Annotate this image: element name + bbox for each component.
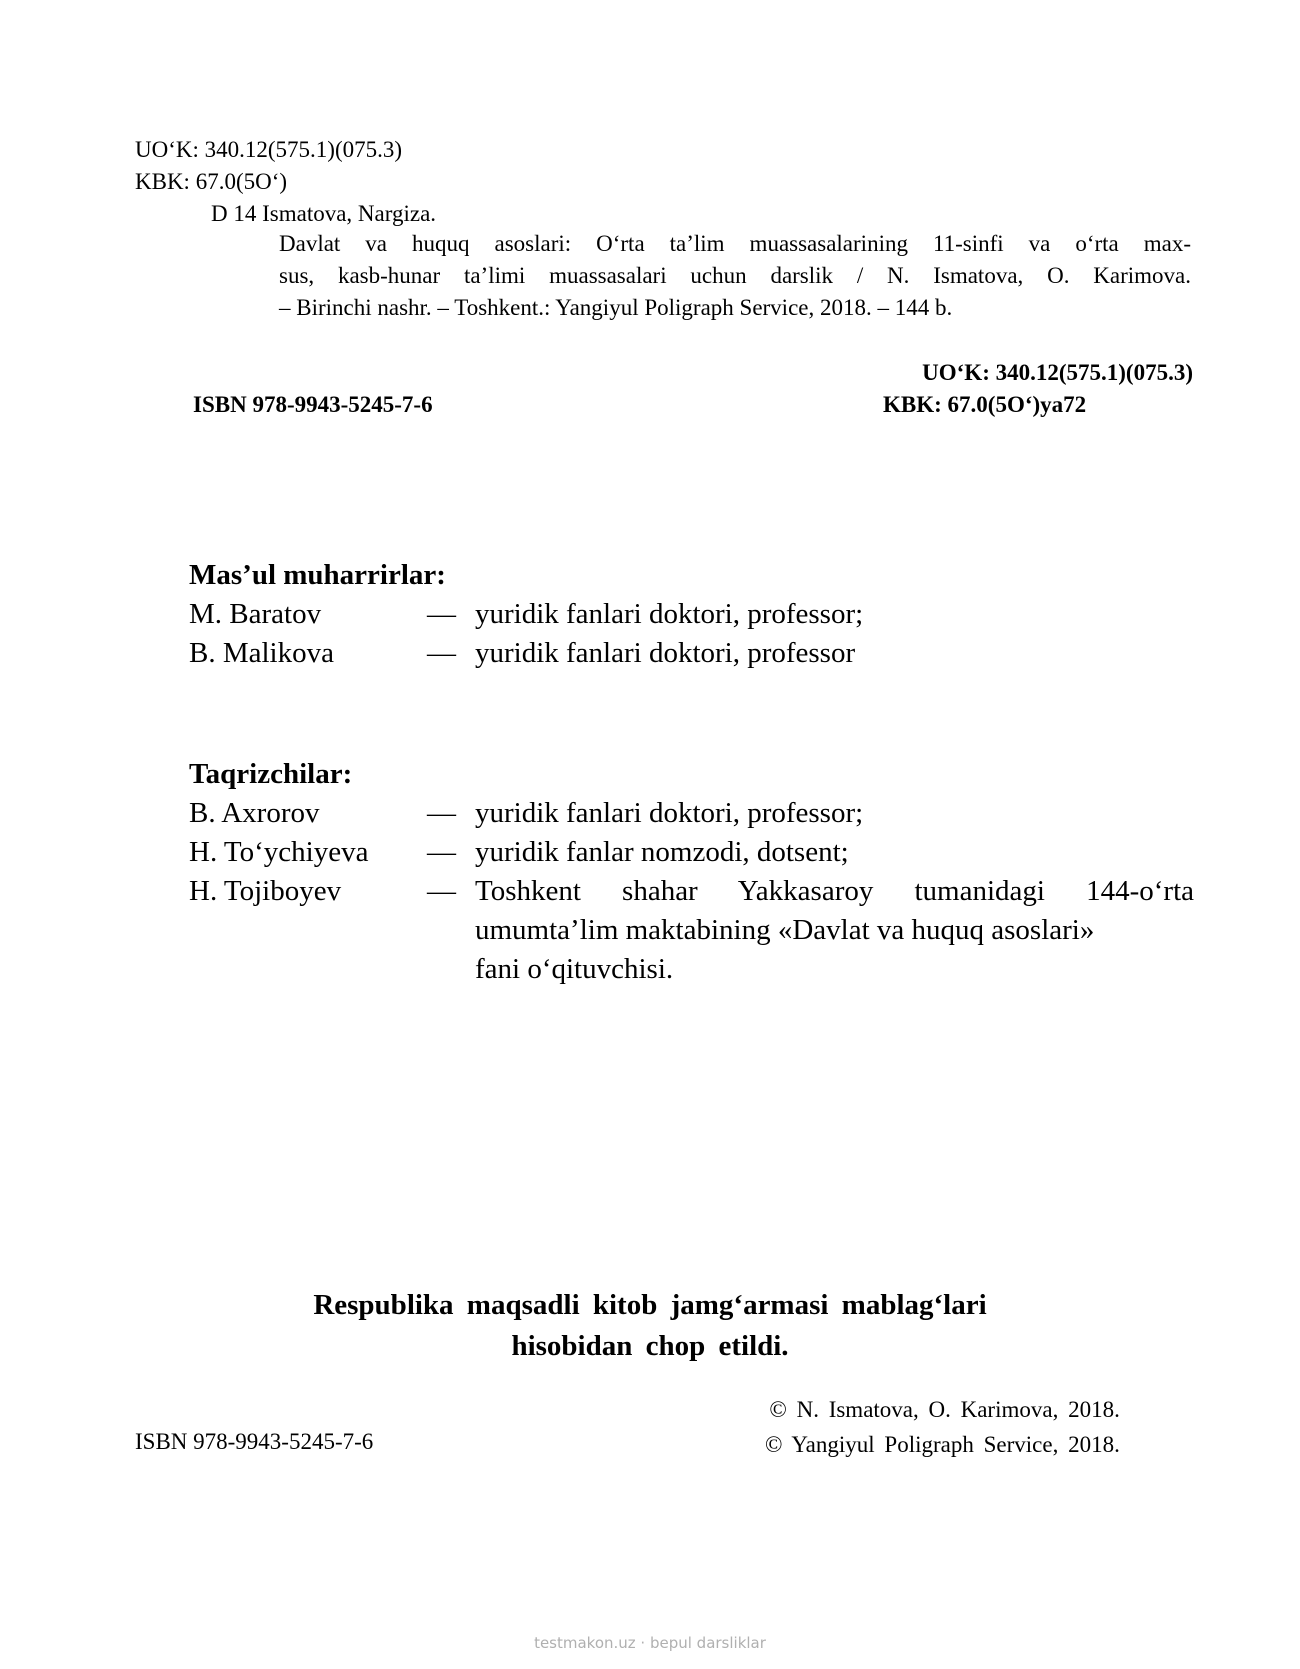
isbn-bold: ISBN 978-9943-5245-7-6 (193, 392, 433, 417)
reviewer-role: yuridik fanlari doktori, professor; (475, 797, 864, 829)
reviewer-role-line: fani o‘qituvchisi. (475, 953, 674, 985)
description-line: – Birinchi nashr. – Toshkent.: Yangiyul Poligraph Service, 2018. – 144 b. (279, 295, 953, 320)
call-number-author: D 14 Ismatova, Nargiza. (211, 201, 437, 226)
copyright-block (765, 1392, 1120, 1462)
editor-role: yuridik fanlari doktori, professor (475, 637, 856, 669)
dash-separator: — (427, 875, 456, 907)
reviewer-name: H. Tojiboyev (189, 875, 342, 907)
copyright-publisher: © Yangiyul Poligraph Service, 2018. (765, 1432, 1120, 1457)
reviewer-name: B. Axrorov (189, 797, 320, 829)
dash-separator: — (427, 637, 456, 669)
isbn-footer: ISBN 978-9943-5245-7-6 (135, 1429, 374, 1454)
reviewer-name: H. To‘ychiyeva (189, 836, 369, 868)
funding-note (0, 1285, 1300, 1367)
watermark: testmakon.uz · bepul darsliklar (534, 1634, 766, 1652)
reviewer-role-line: umumta’lim maktabining «Davlat va huquq asoslari» (475, 914, 1095, 946)
reviewer-role-line: Toshkent shahar Yakkasaroy tumanidagi 144-o‘rta (475, 875, 1194, 907)
editors-section (189, 556, 1194, 673)
bibliographic-description (279, 228, 1191, 324)
editor-name: M. Baratov (189, 598, 322, 630)
reviewer-row (189, 794, 1194, 833)
description-line: sus, kasb-hunar ta’limi muassasalari uchun darslik / N. Ismatova, O. Karimova. (279, 263, 1191, 288)
editor-role: yuridik fanlari doktori, professor; (475, 598, 864, 630)
reviewers-section (189, 755, 1194, 989)
funding-note-line: hisobidan chop etildi. (511, 1330, 789, 1362)
dash-separator: — (427, 598, 456, 630)
reviewers-heading: Taqrizchilar: (189, 758, 353, 790)
kbk-code: KBK: 67.0(5O‘) (135, 169, 288, 194)
reviewer-role: yuridik fanlar nomzodi, dotsent; (475, 836, 849, 868)
description-line: Davlat va huquq asoslari: O‘rta ta’lim muassasalarining 11-sinfi va o‘rta max- (279, 231, 1191, 256)
reviewer-row (189, 833, 1194, 872)
editor-row (189, 634, 1194, 673)
editor-row (189, 595, 1194, 634)
dash-separator: — (427, 836, 456, 868)
funding-note-line: Respublika maqsadli kitob jamg‘armasi mablag‘lari (313, 1289, 987, 1321)
editors-heading: Mas’ul muharrirlar: (189, 559, 446, 591)
copyright-authors: © N. Ismatova, O. Karimova, 2018. (769, 1397, 1120, 1422)
kbk-code-bold: KBK: 67.0(5O‘)ya72 (883, 392, 1087, 417)
uok-code-bold: UO‘K: 340.12(575.1)(075.3) (922, 360, 1193, 385)
reviewer-row (189, 872, 1194, 989)
dash-separator: — (427, 797, 456, 829)
editor-name: B. Malikova (189, 637, 334, 669)
uok-code: UO‘K: 340.12(575.1)(075.3) (135, 137, 403, 162)
reviewer-role (475, 872, 1194, 989)
